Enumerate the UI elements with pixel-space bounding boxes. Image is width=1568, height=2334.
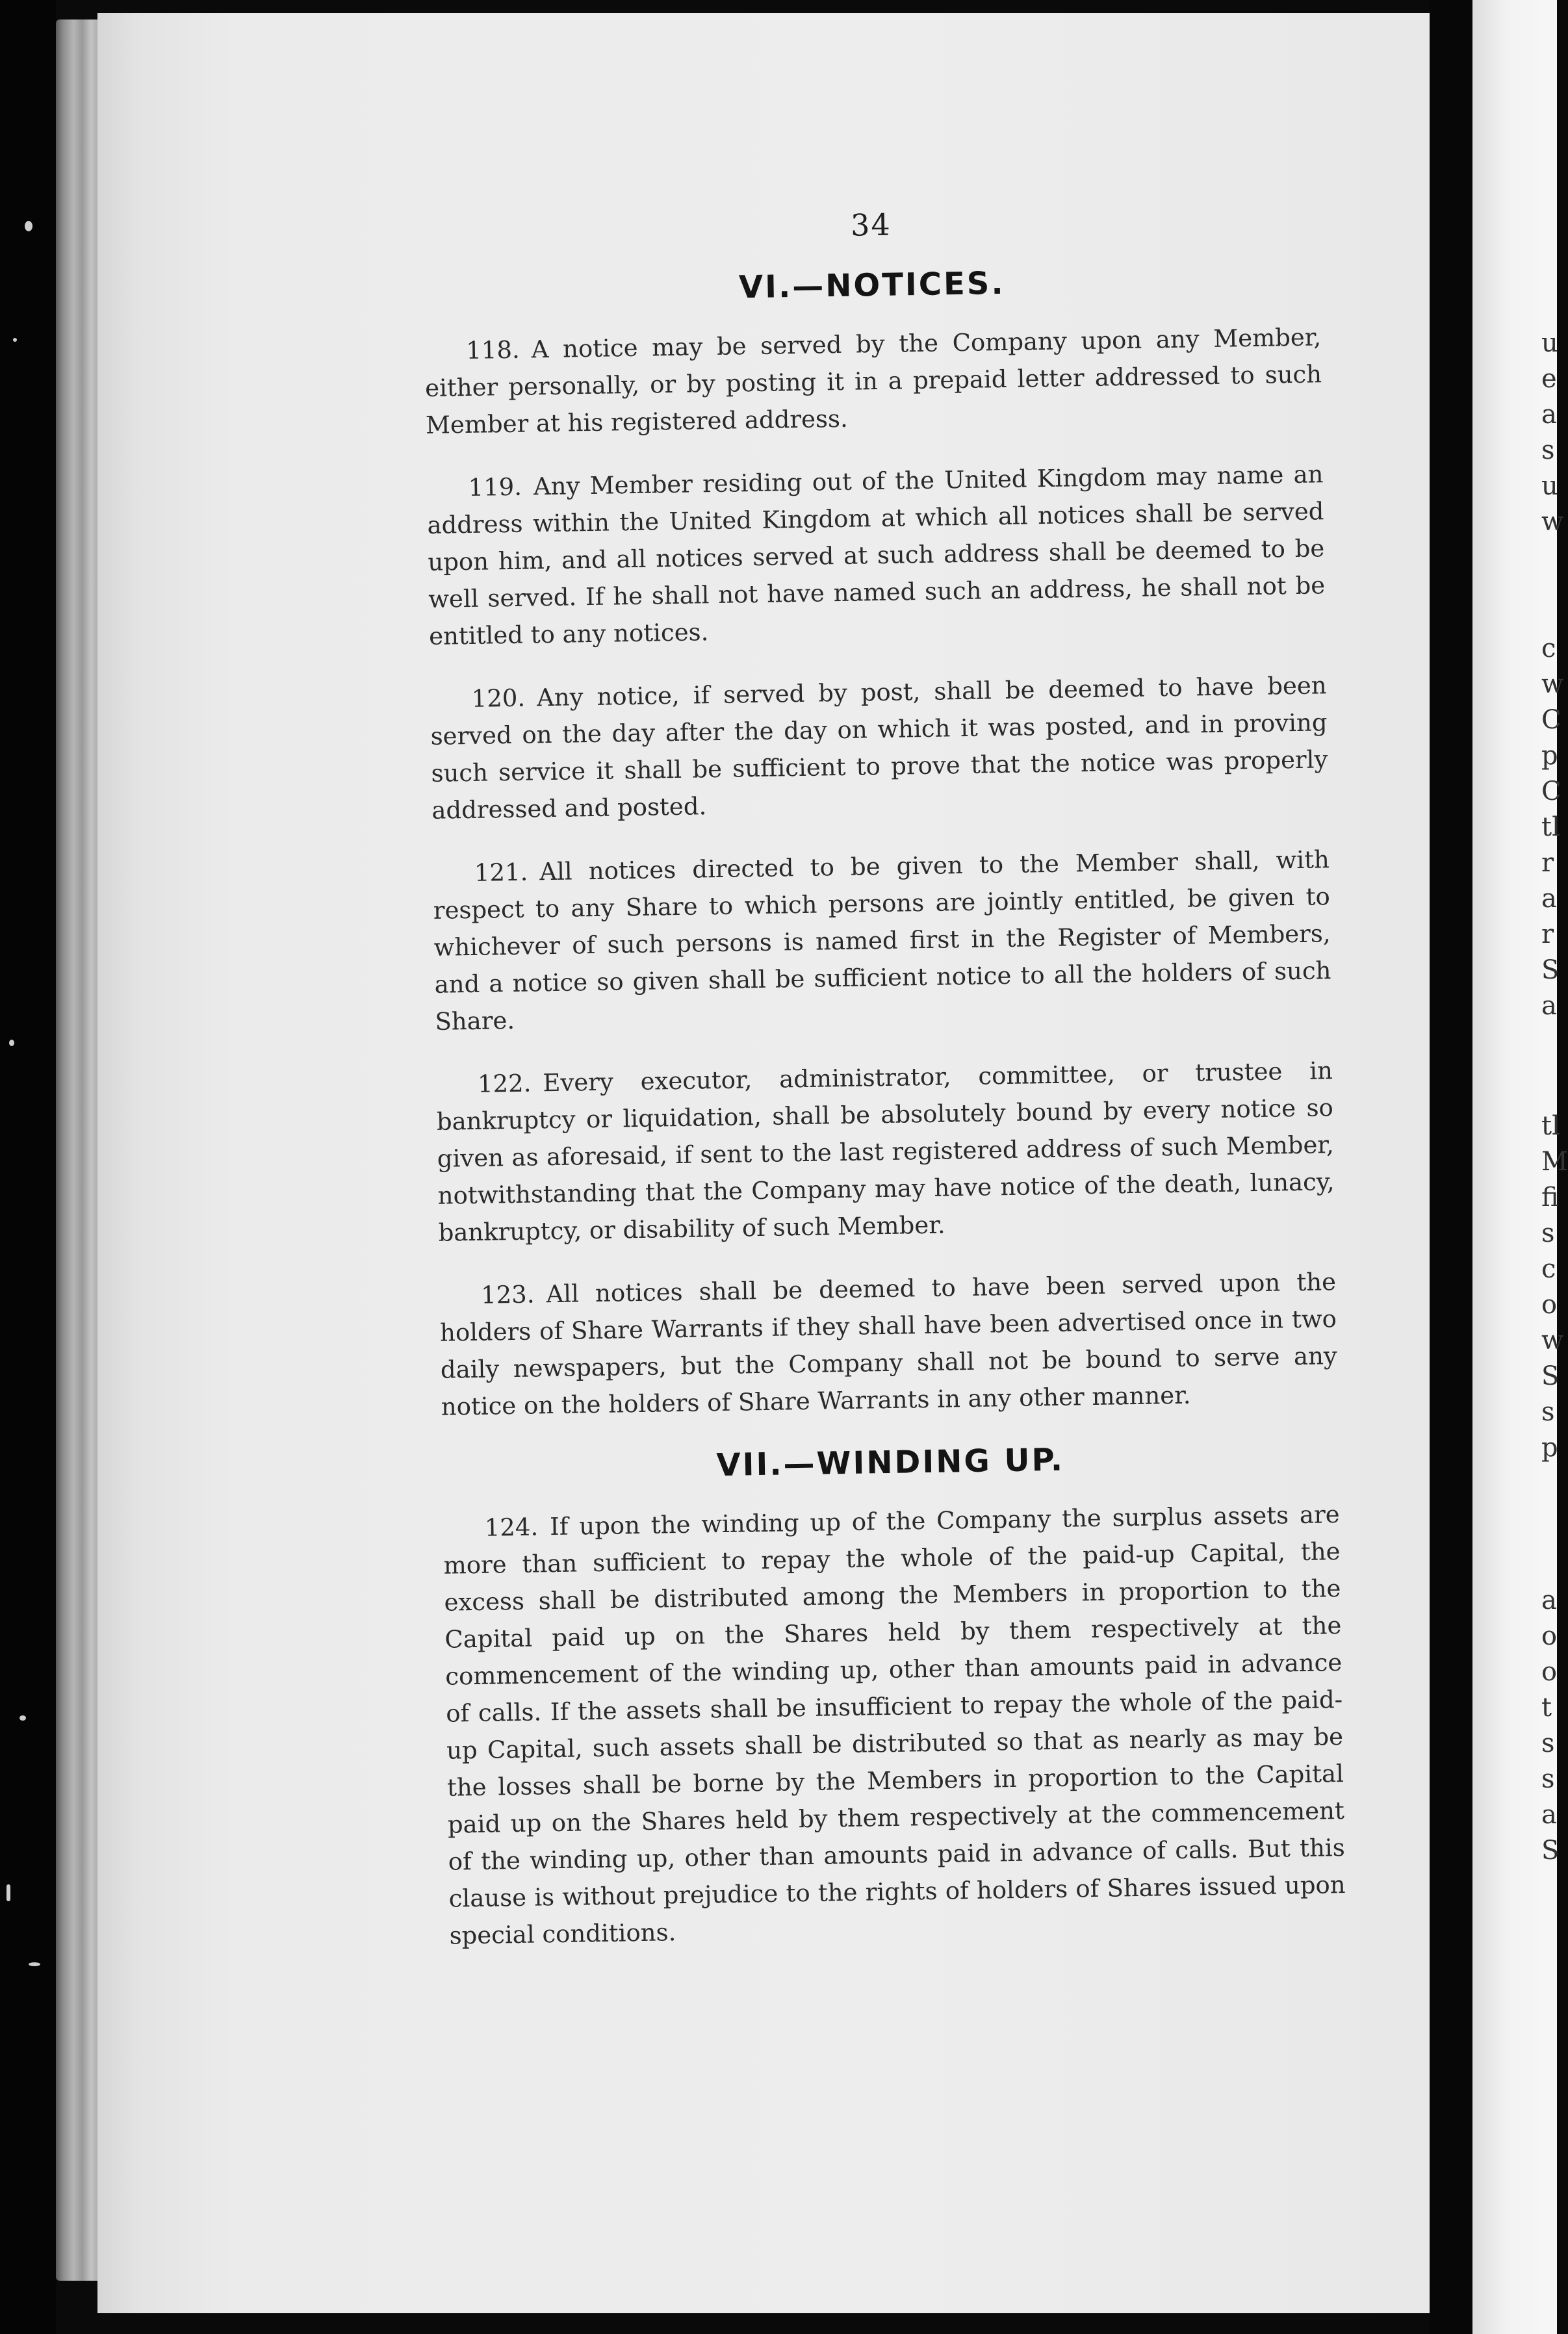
clause-text: Any notice, if served by post, shall be deemed to have been served on the day after the day on which it was posted, and in proving such service it shall be sufficient to prove that the notice was properly addressed and posted. [430, 671, 1328, 825]
clause-118 [424, 318, 1323, 444]
clause-number: 122. [477, 1069, 532, 1098]
adjacent-page-letter: w [1541, 669, 1564, 699]
clause-number: 118. [465, 335, 521, 365]
adjacent-page-letter: w [1541, 507, 1564, 537]
adjacent-page-letter: p [1541, 741, 1558, 771]
dust-speck [6, 1884, 10, 1901]
clause-number: 119. [468, 472, 522, 502]
page-number: 34 [850, 207, 892, 243]
adjacent-page-letter: C [1541, 776, 1562, 806]
adjacent-page-letter: w [1541, 1326, 1564, 1355]
adjacent-page-letter: s [1541, 1728, 1555, 1758]
adjacent-page-letter: s [1541, 1764, 1555, 1794]
adjacent-page-letter: C [1541, 705, 1562, 735]
section-heading-winding-up: VII.—WINDING UP. [716, 1441, 1065, 1484]
clause-text: Every executor, administrator, committee, or trustee in bankruptcy or liquidation, shall be absolutely bound by every notice so given as aforesaid, if sent to the last registered address of such Member, notwithstanding that the Company may have notice of the death, lunacy, bankruptcy, or disability of such Member. [436, 1057, 1335, 1247]
adjacent-page-fragment [1472, 0, 1568, 2334]
adjacent-page-letter: r [1541, 848, 1554, 878]
clause-122 [436, 1052, 1335, 1251]
adjacent-page-letter: s [1541, 1218, 1555, 1248]
adjacent-page-letter: tl [1541, 1111, 1560, 1141]
clause-text: If upon the winding up of the Company the surplus assets are more than sufficient to repay the whole of the paid-up Capital, the excess shall be distributed among the Members in proportion to the Capital paid up on the Shares held by them respectively at the commencement of the winding up, other than amounts paid in advance of calls. If the assets shall be insufficient to repay the whole of the paid-up Capital, such assets shall be distributed so that as nearly as may be the losses shall be borne by the Members in proportion to the Capital paid up on the Shares held by them respectively at the commencement of the winding up, other than amounts paid in advance of calls. But this clause is without prejudice to the rights of holders of Shares issued upon special conditions. [443, 1500, 1346, 1950]
adjacent-page-letter: a [1541, 1585, 1557, 1615]
clause-number: 121. [474, 858, 528, 887]
adjacent-page-letter: e [1541, 364, 1557, 394]
dust-speck [29, 1962, 40, 1966]
adjacent-page-letter: fi [1541, 1183, 1559, 1212]
book-gutter [1430, 0, 1472, 2334]
adjacent-page-letter: c [1541, 1254, 1556, 1284]
adjacent-page-letter: a [1541, 884, 1557, 914]
dust-speck [9, 1040, 14, 1046]
clause-123 [439, 1263, 1338, 1426]
adjacent-page-letter: c [1541, 634, 1556, 663]
adjacent-page-letter: M [1541, 1147, 1568, 1177]
clause-text: A notice may be served by the Company upon any Member, either personally, or by posting it in a prepaid letter addressed to such Member at his registered address. [424, 323, 1322, 439]
clause-number: 124. [484, 1513, 539, 1542]
clause-124 [443, 1496, 1346, 1955]
adjacent-page-letter: S [1541, 955, 1560, 985]
adjacent-page-letter: r [1541, 919, 1554, 949]
adjacent-page-letter: s [1541, 435, 1555, 465]
adjacent-page-letter: a [1541, 1800, 1557, 1830]
adjacent-page-letter: o [1541, 1290, 1558, 1320]
adjacent-page-letter: S [1541, 1836, 1560, 1866]
clause-number: 123. [480, 1280, 535, 1309]
left-book-edge [0, 0, 56, 2334]
page-content [422, 200, 1347, 1980]
dust-speck [25, 221, 32, 231]
clause-text: All notices directed to be given to the Member shall, with respect to any Share to which persons are jointly entitled, be given to whichever of such persons is named first in the Register of Members, and a notice so given shall be sufficient notice to all the holders of such Share. [433, 845, 1331, 1036]
clause-119 [426, 455, 1326, 655]
section-heading-notices: VI.—NOTICES. [738, 264, 1006, 306]
clause-121 [432, 841, 1331, 1040]
adjacent-page-letter: tl [1541, 812, 1560, 842]
adjacent-page-letter: a [1541, 991, 1557, 1021]
clause-text: Any Member residing out of the United Kingdom may name an address within the United Kingdom at which all notices shall be served upon him, and all notices served at such address shall be deemed to be well served. If he shall not have named such an address, he shall not be entitled to any notices. [427, 460, 1326, 650]
adjacent-page-letter: s [1541, 1397, 1555, 1427]
clause-text: All notices shall be deemed to have been served upon the holders of Share Warrants if they shall have been advertised once in two daily newspapers, but the Company shall not be bound to serve any notice on the holders of Share Warrants in any other manner. [439, 1268, 1338, 1421]
adjacent-page-letter: u [1541, 471, 1558, 501]
dust-speck [13, 338, 17, 342]
adjacent-page-letter: S [1541, 1361, 1560, 1391]
adjacent-page-letter: a [1541, 400, 1557, 430]
adjacent-page-letter: p [1541, 1433, 1558, 1463]
adjacent-page-letter: t [1541, 1693, 1552, 1723]
dust-speck [19, 1715, 26, 1721]
clause-number: 120. [471, 684, 526, 713]
adjacent-page-letter: o [1541, 1621, 1558, 1651]
adjacent-page-letter: u [1541, 328, 1558, 358]
clause-120 [430, 667, 1328, 829]
adjacent-page-letter: o [1541, 1657, 1558, 1687]
